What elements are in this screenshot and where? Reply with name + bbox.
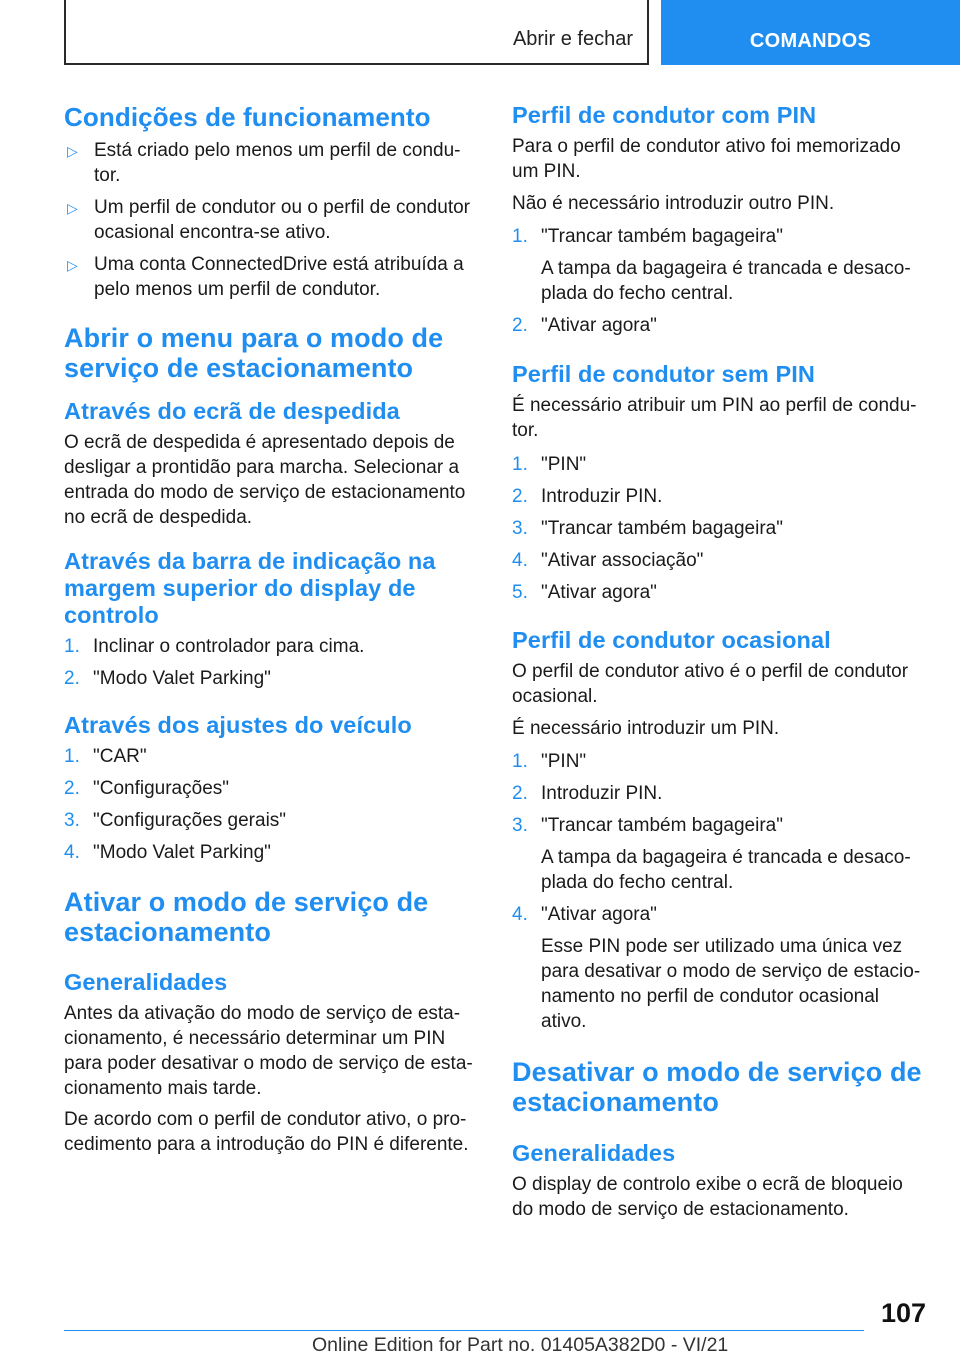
left-column (64, 102, 478, 1157)
heading-open-menu: Abrir o menu para o modo de serviço de estacionamento (64, 323, 444, 383)
list-item: 2. Introduzir PIN. (512, 486, 663, 507)
conditions-list (64, 138, 478, 302)
header-section-box (64, 0, 649, 65)
list-item: 2. "Configurações" (64, 778, 230, 799)
farewell-text: O ecrã de despedida é apresentado depois de desligar a prontidão para marcha. Selecionar a entrada do modo de serviço de estacionamento no ecrã de despedida. (64, 432, 466, 528)
guest-text-2: É necessário introduzir um PIN. (512, 718, 780, 739)
heading-guest-profile: Perfil de condutor ocasional (512, 627, 831, 653)
guest-text-1: O perfil de condutor ativo é o perfil de condutor ocasional. (512, 661, 909, 707)
header-chapter-tab (661, 0, 960, 65)
heading-profile-without-pin: Perfil de condutor sem PIN (512, 361, 815, 387)
page-number: 107 (880, 1298, 926, 1328)
footer-edition: Online Edition for Part no. 01405A382D0 - VI/21 (312, 1334, 729, 1356)
general-text-2: De acordo com o perfil de condutor ativo, o pro-cedimento para a introdução do PIN é diferente. (64, 1109, 469, 1155)
list-item: 5. "Ativar agora" (512, 582, 657, 603)
triangle-bullet-icon: ▷ (67, 200, 78, 216)
with-pin-steps (512, 224, 922, 338)
list-item: 1. "CAR" (64, 746, 147, 767)
list-item: 1. Inclinar o controlador para cima. (64, 636, 365, 657)
heading-general-left: Generalidades (64, 969, 228, 995)
with-pin-text-1: Para o perfil de condutor ativo foi memorizado um PIN. (512, 136, 901, 182)
list-item: 4. "Modo Valet Parking" (64, 842, 271, 863)
header-chapter-title: COMANDOS (749, 30, 872, 52)
without-pin-text: É necessário atribuir um PIN ao perfil de condu-tor. (512, 395, 917, 441)
list-item: 2. "Modo Valet Parking" (64, 668, 271, 689)
triangle-bullet-icon: ▷ (67, 143, 78, 159)
list-item: 1. "PIN" (512, 751, 587, 772)
triangle-bullet-icon: ▷ (67, 257, 78, 273)
without-pin-steps (512, 452, 922, 605)
right-column (512, 102, 922, 1222)
heading-activate: Ativar o modo de serviço de estacionamento (64, 887, 429, 947)
list-item: 4. "Ativar associação" (512, 550, 704, 571)
list-item: 1. "PIN" (512, 454, 587, 475)
heading-status-bar: Através da barra de indicação na margem superior do display de controlo (64, 548, 436, 628)
list-item: 2. Introduzir PIN. (512, 783, 663, 804)
general-text-1: Antes da ativação do modo de serviço de esta-cionamento, é necessário determinar um PIN para poder desativar o modo de serviço de esta-cionamento mais tarde. (64, 1003, 473, 1099)
status-bar-steps (64, 634, 478, 691)
heading-profile-with-pin: Perfil de condutor com PIN (512, 102, 817, 128)
with-pin-text-2: Não é necessário introduzir outro PIN. (512, 193, 835, 214)
list-item: ▷ Está criado pelo menos um perfil de condu-tor. (67, 140, 461, 186)
list-item: 3. "Configurações gerais" (64, 810, 287, 831)
vehicle-settings-steps (64, 744, 478, 865)
footer-rule (64, 1330, 864, 1331)
list-item: 3. "Trancar também bagageira" (512, 518, 783, 539)
deactivate-text: O display de controlo exibe o ecrã de bloqueio do modo de serviço de estacionamento. (512, 1174, 903, 1220)
guest-steps (512, 749, 922, 1034)
list-item: 4. "Ativar agora" Esse PIN pode ser utilizado uma única vez para desativar o modo de serviço de estacio-namento no perfil de condutor ocasional ativo. (512, 904, 921, 1032)
list-item: 3. "Trancar também bagageira" A tampa da bagageira é trancada e desaco-plada do fecho central. (512, 815, 911, 893)
header-section-title: Abrir e fechar (512, 28, 633, 50)
heading-deactivate: Desativar o modo de serviço de estacionamento (512, 1057, 922, 1117)
list-item: ▷ Um perfil de condutor ou o perfil de condutor ocasional encontra-se ativo. (67, 197, 470, 243)
list-item: 2. "Ativar agora" (512, 315, 657, 336)
heading-conditions: Condições de funcionamento (64, 102, 431, 132)
heading-farewell-screen: Através do ecrã de despedida (64, 398, 400, 424)
heading-general-right: Generalidades (512, 1140, 676, 1166)
list-item: 1. "Trancar também bagageira" A tampa da bagageira é trancada e desaco-plada do fecho central. (512, 226, 911, 304)
heading-vehicle-settings: Através dos ajustes do veículo (64, 712, 412, 738)
list-item: ▷ Uma conta ConnectedDrive está atribuída a pelo menos um perfil de condutor. (67, 254, 464, 300)
